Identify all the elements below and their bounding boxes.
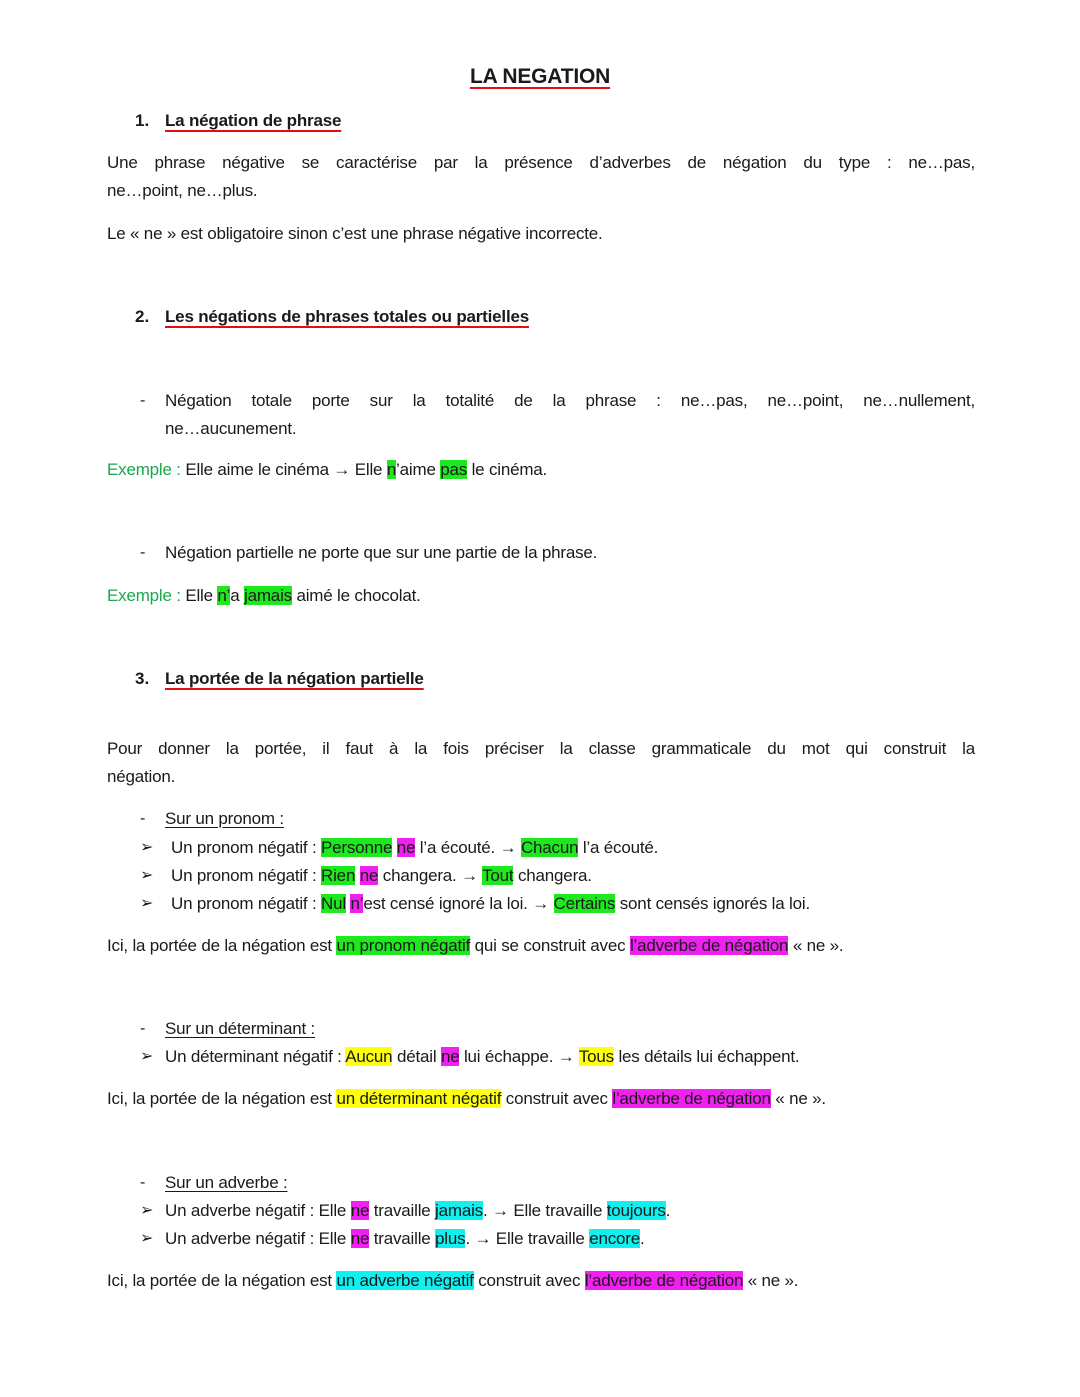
example-line <box>107 456 547 484</box>
text-segment: Un adverbe négatif : Elle <box>165 1229 351 1248</box>
highlighted-word: l’adverbe de négation <box>584 1271 744 1290</box>
paragraph: négation. <box>107 767 176 786</box>
text-segment: Elle <box>185 586 218 605</box>
highlighted-word: Rien <box>321 866 356 885</box>
list-item <box>165 1043 799 1071</box>
highlighted-word: un adverbe négatif <box>336 1271 474 1290</box>
text-segment: est censé ignoré la loi. → <box>363 894 554 913</box>
dash-bullet: - <box>140 810 146 827</box>
text-segment: . <box>639 1229 645 1248</box>
text-segment: « ne ». <box>770 1089 826 1108</box>
highlighted-word: Chacun <box>520 838 579 857</box>
section-number: 2. <box>135 307 150 326</box>
highlighted-word: Nul <box>321 894 346 913</box>
text-segment: changera. <box>513 866 592 885</box>
highlighted-word: jamais <box>435 1201 483 1220</box>
highlighted-word: un pronom négatif <box>336 936 471 955</box>
text-segment: . → Elle travaille <box>482 1201 607 1220</box>
text-segment: détail <box>392 1047 441 1066</box>
highlighted-word: Aucun <box>345 1047 393 1066</box>
paragraph: Pour donner la portée, il faut à la fois préciser la classe grammaticale du mot qui construit la <box>107 739 975 758</box>
text-segment: les détails lui échappent. <box>613 1047 800 1066</box>
text-segment: aimé le chocolat. <box>291 586 421 605</box>
section-number: 3. <box>135 669 150 688</box>
list-item <box>165 1225 645 1253</box>
section-number: 1. <box>135 111 150 130</box>
highlighted-word: plus <box>435 1229 466 1248</box>
list-item <box>171 834 658 862</box>
highlighted-word: Personne <box>321 838 393 857</box>
dash-bullet: - <box>140 544 146 561</box>
text-segment: changera. → <box>378 866 483 885</box>
text-segment: Ici, la portée de la négation est <box>107 1089 337 1108</box>
text-segment: Ici, la portée de la négation est <box>107 936 337 955</box>
highlighted-word: Certains <box>553 894 616 913</box>
arrowhead-bullet-icon: ➢ <box>140 1202 154 1219</box>
list-item <box>165 1197 670 1225</box>
highlighted-word: toujours <box>606 1201 666 1220</box>
paragraph: Une phrase négative se caractérise par la présence d’adverbes de négation du type : ne…pas, <box>107 153 975 172</box>
text-segment: Ici, la portée de la négation est <box>107 1271 337 1290</box>
arrowhead-bullet-icon: ➢ <box>140 895 154 912</box>
text-segment: le cinéma. <box>467 460 548 479</box>
highlighted-word: l’adverbe de négation <box>629 936 789 955</box>
section-heading: La négation de phrase <box>165 111 342 130</box>
text-segment: l’a écouté. <box>578 838 659 857</box>
highlighted-word: jamais <box>244 586 292 605</box>
text-segment: . → Elle travaille <box>465 1229 590 1248</box>
text-segment: construit avec <box>501 1089 613 1108</box>
paragraph: ne…point, ne…plus. <box>107 181 258 200</box>
arrowhead-bullet-icon: ➢ <box>140 867 154 884</box>
text-segment: Un pronom négatif : <box>171 894 322 913</box>
dash-bullet: - <box>140 392 146 409</box>
summary-line <box>107 1267 798 1295</box>
subheading-determinant: Sur un déterminant : <box>165 1019 316 1038</box>
arrowhead-bullet-icon: ➢ <box>140 839 154 856</box>
list-item <box>171 862 592 890</box>
highlighted-word: n’ <box>350 894 364 913</box>
text-segment: a <box>230 586 245 605</box>
text-segment: travaille <box>369 1201 436 1220</box>
example-line <box>107 582 421 610</box>
highlighted-word: Tout <box>482 866 514 885</box>
arrowhead-bullet-icon: ➢ <box>140 1230 154 1247</box>
text-segment: Elle aime le cinéma → Elle <box>185 460 387 479</box>
highlighted-word: ne <box>396 838 416 857</box>
text-segment: qui se construit avec <box>470 936 630 955</box>
summary-line <box>107 1085 826 1113</box>
bullet-text: Négation partielle ne porte que sur une partie de la phrase. <box>165 543 598 562</box>
dash-bullet: - <box>140 1020 146 1037</box>
text-segment: l’a écouté. → <box>415 838 521 857</box>
dash-bullet: - <box>140 1174 146 1191</box>
text-segment: lui échappe. → <box>459 1047 579 1066</box>
highlighted-word: ne <box>350 1229 370 1248</box>
example-label: Exemple : <box>107 586 186 605</box>
text-segment: travaille <box>369 1229 436 1248</box>
highlighted-word: ne <box>359 866 379 885</box>
highlighted-word: un déterminant négatif <box>336 1089 502 1108</box>
highlighted-word: pas <box>440 460 468 479</box>
highlighted-word: n’ <box>217 586 231 605</box>
bullet-text: Négation totale porte sur la totalité de la phrase : ne…pas, ne…point, ne…nullement, <box>165 391 975 410</box>
text-segment: ’aime <box>396 460 441 479</box>
text-segment: Un pronom négatif : <box>171 866 322 885</box>
text-segment: construit avec <box>473 1271 585 1290</box>
highlighted-word: n <box>386 460 397 479</box>
section-heading: La portée de la négation partielle <box>165 669 424 688</box>
subheading-adverbe: Sur un adverbe : <box>165 1173 288 1192</box>
text-segment: « ne ». <box>743 1271 799 1290</box>
list-item <box>171 890 810 918</box>
text-segment: Un adverbe négatif : Elle <box>165 1201 351 1220</box>
summary-line <box>107 932 843 960</box>
subheading-pronom: Sur un pronom : <box>165 809 284 828</box>
highlighted-word: ne <box>440 1047 460 1066</box>
page-title: LA NEGATION <box>469 65 611 88</box>
bullet-text: ne…aucunement. <box>165 419 297 438</box>
highlighted-word: Tous <box>578 1047 614 1066</box>
text-segment: sont censés ignorés la loi. <box>615 894 810 913</box>
highlighted-word: l’adverbe de négation <box>612 1089 771 1108</box>
text-segment: Un déterminant négatif : <box>165 1047 346 1066</box>
text-segment: Un pronom négatif : <box>171 838 322 857</box>
text-segment: « ne ». <box>788 936 844 955</box>
text-segment: . <box>665 1201 671 1220</box>
highlighted-word: ne <box>350 1201 370 1220</box>
section-heading: Les négations de phrases totales ou partielles <box>165 307 529 326</box>
highlighted-word: encore <box>589 1229 640 1248</box>
paragraph: Le « ne » est obligatoire sinon c’est une phrase négative incorrecte. <box>107 224 603 243</box>
example-label: Exemple : <box>107 460 186 479</box>
arrowhead-bullet-icon: ➢ <box>140 1048 154 1065</box>
